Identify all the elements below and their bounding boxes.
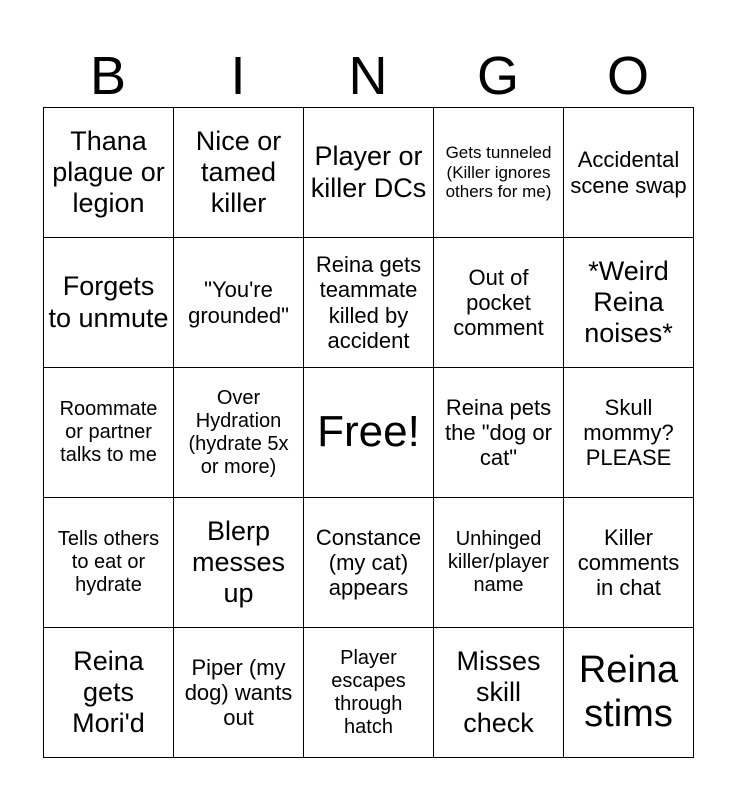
- cell-text: Thana plague or legion: [52, 125, 165, 219]
- bingo-cell[interactable]: [564, 628, 694, 758]
- cell-text: "You're grounded": [188, 277, 289, 328]
- bingo-cell[interactable]: [44, 368, 174, 498]
- bingo-cell[interactable]: [44, 238, 174, 368]
- cell-text: Tells others to eat or hydrate: [57, 528, 160, 596]
- bingo-cell[interactable]: [174, 238, 304, 368]
- bingo-cell[interactable]: [304, 238, 434, 368]
- cell-text: Forgets to unmute: [48, 271, 169, 333]
- header-letter-n: N: [348, 46, 388, 106]
- cell-text: Out of pocket comment: [453, 264, 544, 341]
- bingo-cell[interactable]: [174, 368, 304, 498]
- header-letter-i: I: [230, 46, 246, 106]
- bingo-cell[interactable]: [174, 498, 304, 628]
- bingo-cell[interactable]: [304, 108, 434, 238]
- cell-text: Unhinged killer/player name: [447, 528, 550, 596]
- cell-text: Nice or tamed killer: [195, 125, 282, 219]
- bingo-cell[interactable]: [44, 628, 174, 758]
- cell-text: Reina gets Mori'd: [72, 645, 145, 739]
- bingo-cell[interactable]: [564, 498, 694, 628]
- bingo-grid: [43, 107, 694, 758]
- cell-text: Constance (my cat) appears: [315, 524, 422, 601]
- cell-text: Misses skill check: [456, 645, 541, 739]
- cell-text: Player escapes through hatch: [331, 646, 406, 738]
- bingo-cell[interactable]: [434, 238, 564, 368]
- cell-text: Over Hydration (hydrate 5x or more): [188, 386, 289, 478]
- cell-text: Blerp messes up: [191, 515, 286, 609]
- header-letter-o: O: [606, 46, 649, 106]
- bingo-header: [43, 44, 693, 108]
- bingo-cell[interactable]: [434, 108, 564, 238]
- cell-text: Reina pets the "dog or cat": [445, 394, 552, 471]
- bingo-cell[interactable]: [564, 108, 694, 238]
- cell-text: Reina stims: [578, 648, 679, 735]
- cell-text: Killer comments in chat: [577, 524, 680, 601]
- free-space-cell[interactable]: [304, 368, 434, 498]
- bingo-cell[interactable]: [304, 498, 434, 628]
- cell-text: Roommate or partner talks to me: [59, 398, 158, 466]
- bingo-cell[interactable]: [434, 368, 564, 498]
- free-space-text: Free!: [317, 407, 420, 457]
- cell-text: Accidental scene swap: [570, 147, 687, 198]
- cell-text: Piper (my dog) wants out: [184, 654, 293, 731]
- header-letter-g: G: [476, 46, 519, 106]
- bingo-cell[interactable]: [304, 628, 434, 758]
- bingo-cell[interactable]: [564, 368, 694, 498]
- cell-text: Gets tunneled (Killer ignores others for me): [445, 143, 552, 202]
- header-letter-b: B: [89, 46, 127, 106]
- bingo-cell[interactable]: [44, 498, 174, 628]
- cell-text: *Weird Reina noises*: [584, 255, 673, 349]
- bingo-cell[interactable]: [174, 108, 304, 238]
- bingo-cell[interactable]: [44, 108, 174, 238]
- cell-text: Skull mommy? PLEASE: [583, 394, 674, 471]
- bingo-cell[interactable]: [434, 628, 564, 758]
- bingo-cell[interactable]: [564, 238, 694, 368]
- bingo-cell[interactable]: [434, 498, 564, 628]
- cell-text: Player or killer DCs: [310, 141, 427, 203]
- bingo-cell[interactable]: [174, 628, 304, 758]
- cell-text: Reina gets teammate killed by accident: [315, 251, 422, 353]
